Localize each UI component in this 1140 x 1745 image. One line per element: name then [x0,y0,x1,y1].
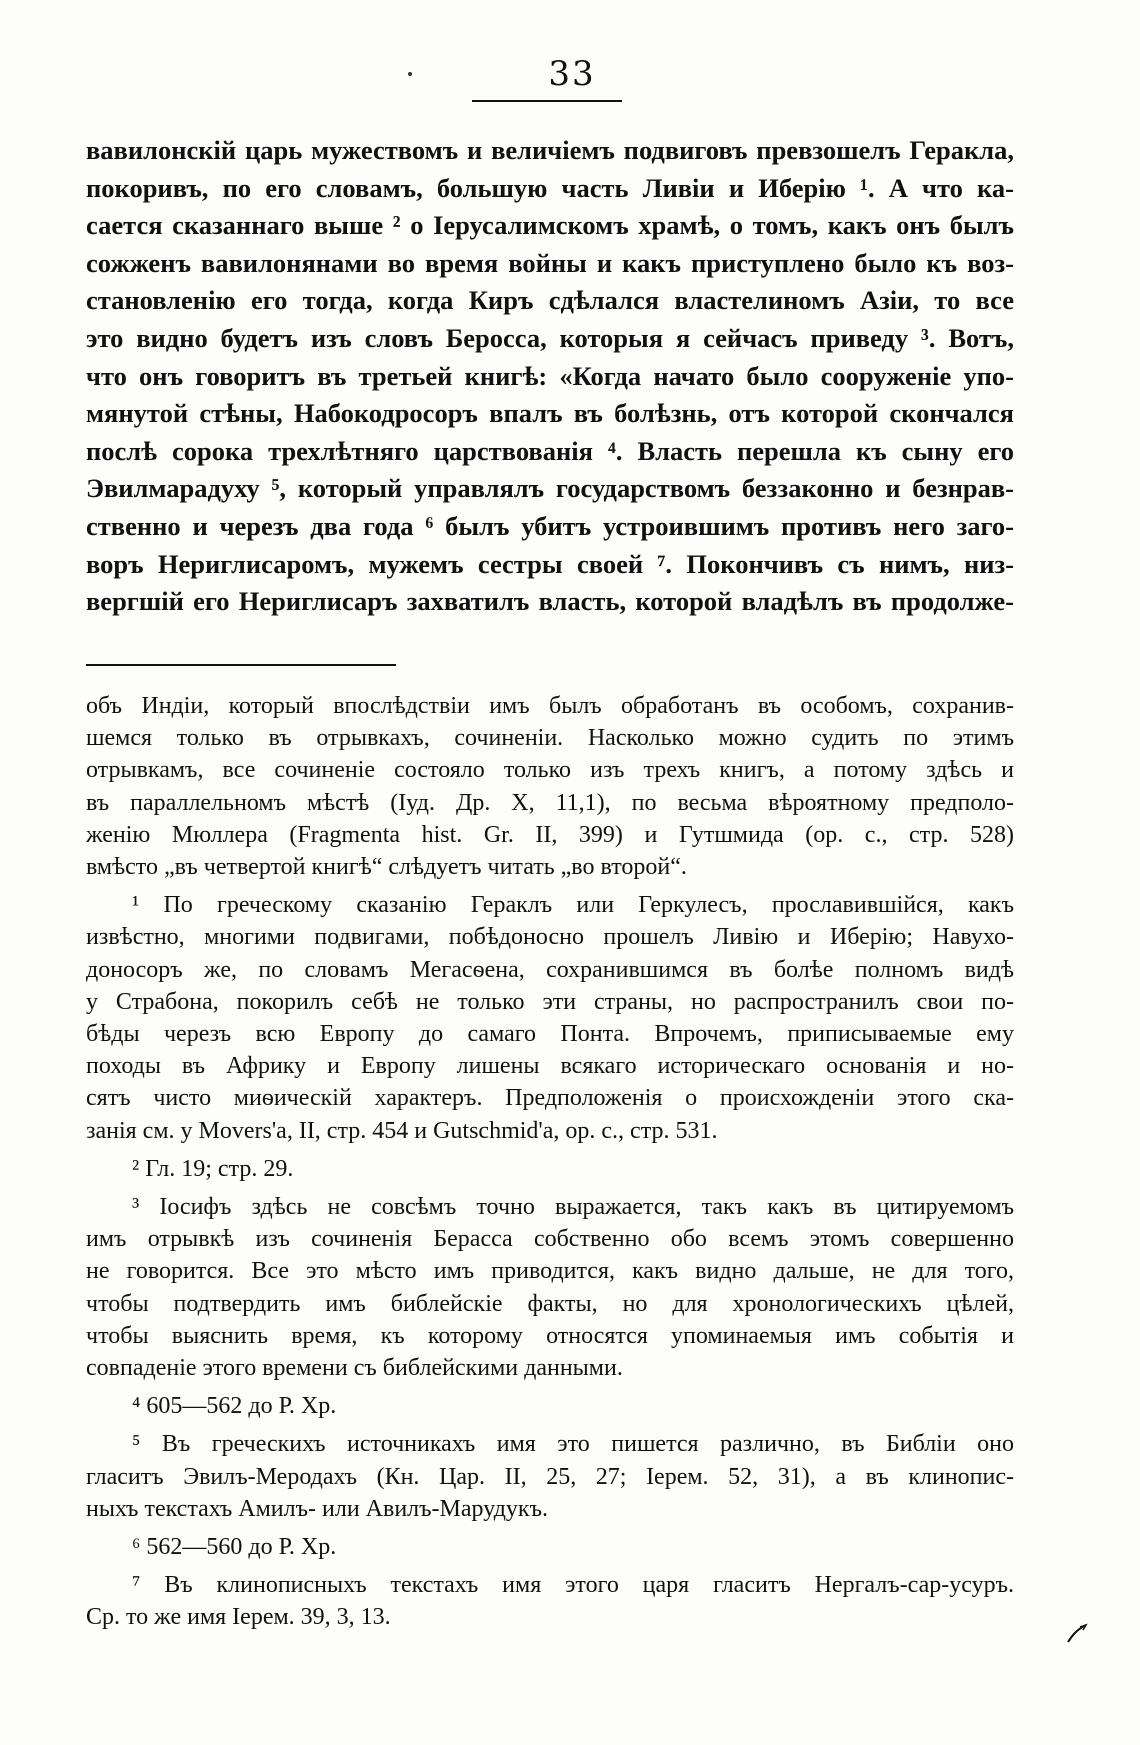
main-text-line: послѣ сорока трехлѣтняго царствованія ⁴. Власть перешла къ сыну его [86,435,1014,466]
main-text-line: становленію его тогда, когда Киръ сдѣлался властелиномъ Азіи, то все [86,285,1014,316]
footnote-line: ⁷ Въ клинописныхъ текстахъ имя этого царя гласитъ Нергалъ-сар-усуръ. [132,1572,1014,1599]
footnote-line: сятъ чисто миѳическій характеръ. Предположенія о происхожденіи этого ска- [86,1085,1014,1112]
footnote-line: шемся только въ отрывкахъ, сочиненіи. Насколько можно судить по этимъ [86,725,1014,752]
header-rule [472,100,622,102]
footnote-line: занія см. у Movers'а, II, стр. 454 и Gutschmid'а, op. c., стр. 531. [86,1117,718,1144]
footnote-line: совпаденіе этого времени съ библейскими данными. [86,1355,623,1382]
main-text-line: покоривъ, по его словамъ, большую часть Ливіи и Иберію ¹. А что ка- [86,172,1014,203]
footnote [86,690,1014,883]
footnote-line: ныхъ текстахъ Амилъ- или Авилъ-Марудукъ. [86,1495,548,1522]
footnote-line: ³ Іосифъ здѣсь не совсѣмъ точно выражается, такъ какъ въ цитируемомъ [132,1194,1014,1221]
footnote-line: бѣды черезъ всю Европу до самаго Понта. Впрочемъ, приписываемые ему [86,1021,1014,1048]
footnote-line: женію Мюллера (Fragmenta hist. Gr. II, 399) и Гутшмида (op. c., стр. 528) [86,821,1014,848]
main-text-line: мянутой стѣны, Набокодросоръ впалъ въ болѣзнь, отъ которой скончался [86,398,1014,429]
footnote-rule [86,664,396,666]
main-text-line: сается сказаннаго выше ² о Іерусалимскомъ храмѣ, о томъ, какъ онъ былъ [86,210,1014,241]
footnote-line: чтобы подтвердить имъ библейскіе факты, но для хронологическихъ цѣлей, [86,1290,1014,1317]
footnote-line: Ср. то же имя Іерем. 39, 3, 13. [86,1604,391,1631]
footnote-line: чтобы выяснить время, къ которому относятся упоминаемыя имъ событія и [86,1322,1014,1349]
main-text-line: вавилонскій царь мужествомъ и величіемъ подвиговъ превзошелъ Геракла, [86,135,1014,165]
main-text-line: ственно и черезъ два года ⁶ былъ убитъ устроившимъ противъ него заго- [86,510,1014,541]
footnote-line: имъ отрывкѣ изъ сочиненія Берасса собственно обо всемъ этомъ совершенно [86,1226,1014,1253]
main-text-line: что онъ говоритъ въ третьей книгѣ: «Когда начато было сооруженіе упо- [86,360,1014,391]
footnote-line: у Страбона, покорилъ себѣ не только эти страны, но распространилъ свои по- [86,988,1014,1015]
footnote-line: доносоръ же, по словамъ Мегасѳена, сохранившимся въ болѣе полномъ видѣ [86,956,1014,983]
footnote-line: въ параллельномъ мѣстѣ (Іуд. Др. X, 11,1), по весьма вѣроятному предполо- [86,789,1014,816]
footnote [86,1531,1014,1563]
footnote-line: походы въ Африку и Европу лишены всякаго историческаго основанія и но- [86,1053,1014,1080]
main-text-line: сожженъ вавилонянами во время войны и какъ приступлено было къ воз- [86,247,1014,278]
main-text-line: вергшій его Нериглисаръ захватилъ власть, которой владѣлъ въ продолже- [86,586,1014,617]
footnote-line: отрывкамъ, все сочиненіе состояло только изъ трехъ книгъ, а потому здѣсь и [86,757,1014,784]
print-speck [408,72,412,76]
footnote-line: объ Индіи, который впослѣдствіи имъ былъ обработанъ въ особомъ, сохранив- [86,693,1014,719]
footnote-line: не говорится. Все это мѣсто имъ приводится, какъ видно дальше, не для того, [86,1258,1014,1285]
main-text-line: Эвилмарадуху ⁵, который управлялъ государствомъ беззаконно и безнрав- [86,473,1014,504]
main-text-line: воръ Нериглисаромъ, мужемъ сестры своей ⁷. Покончивъ съ нимъ, низ- [86,548,1014,579]
footnote-line: вмѣсто „въ четвертой книгѣ“ слѣдуетъ читать „во второй“. [86,854,687,881]
pen-mark-icon [1066,1622,1088,1644]
footnote [86,1428,1014,1525]
footnote-line: ² Гл. 19; стр. 29. [132,1155,294,1182]
footnote [86,1191,1014,1384]
main-text [86,132,1014,621]
footnote [86,1569,1014,1633]
footnote-line: ¹ По греческому сказанію Гераклъ или Геркулесъ, прославившійся, какъ [132,892,1014,919]
footnote-line: извѣстно, многими подвигами, побѣдоносно прошелъ Ливію и Иберію; Навухо- [86,924,1014,951]
footnote [86,889,1014,1147]
main-text-line: это видно будетъ изъ словъ Беросса, которыя я сейчасъ приведу ³. Вотъ, [86,322,1014,353]
footnote-line: гласитъ Эвилъ-Меродахъ (Кн. Цар. II, 25, 27; Іерем. 52, 31), а въ клинопис- [86,1463,1014,1490]
footnote [86,1153,1014,1185]
footnotes [86,690,1014,1640]
footnote-line: ⁴ 605—562 до Р. Хр. [132,1393,337,1420]
footnote-line: ⁶ 562—560 до Р. Хр. [132,1534,337,1561]
page-number: 33 [548,54,596,94]
footnote-line: ⁵ Въ греческихъ источникахъ имя это пишется различно, въ Библіи оно [132,1431,1014,1458]
footnote [86,1390,1014,1422]
